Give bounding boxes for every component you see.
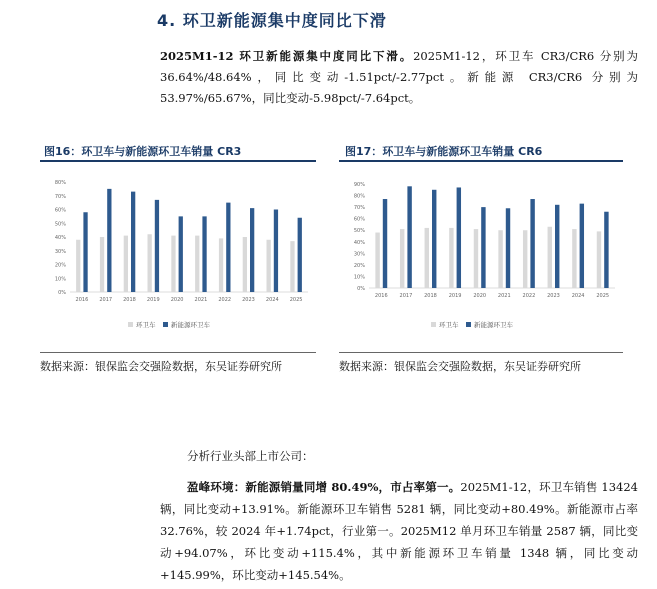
y-tick-label: 10% xyxy=(54,276,66,283)
x-tick-label: 2018 xyxy=(123,297,136,303)
figure16-source: 数据来源：银保监会交强险数据，东吴证券研究所 xyxy=(40,360,282,373)
figure16-rule xyxy=(40,160,316,162)
y-tick-label: 70% xyxy=(54,193,66,200)
y-tick-label: 80% xyxy=(54,180,66,186)
summary-lead: 2025M1-12 环卫新能源集中度同比下滑。 xyxy=(160,49,414,63)
legend-swatch xyxy=(128,322,133,327)
y-tick-label: 80% xyxy=(353,193,365,200)
bar-new-energy-sanitation-truck xyxy=(83,212,87,292)
bar-new-energy-sanitation-truck xyxy=(580,204,584,288)
legend-label: 新能源环卫车 xyxy=(474,321,513,329)
bar-new-energy-sanitation-truck xyxy=(555,205,559,288)
bar-new-energy-sanitation-truck xyxy=(604,212,608,288)
bar-sanitation-truck xyxy=(195,236,199,292)
x-tick-label: 2017 xyxy=(399,293,413,299)
x-tick-label: 2022 xyxy=(218,297,232,303)
company-lead: 盈峰环境：新能源销量同增 80.49%，市占率第一。 xyxy=(187,480,461,494)
x-tick-label: 2022 xyxy=(522,293,536,299)
bar-new-energy-sanitation-truck xyxy=(107,189,111,292)
bar-sanitation-truck xyxy=(425,228,429,288)
x-tick-label: 2017 xyxy=(99,297,113,303)
y-tick-label: 60% xyxy=(54,207,66,214)
section-title xyxy=(157,8,387,31)
x-tick-label: 2020 xyxy=(473,293,487,299)
bar-sanitation-truck xyxy=(290,241,294,292)
bar-new-energy-sanitation-truck xyxy=(298,218,302,292)
bar-sanitation-truck xyxy=(243,237,247,292)
y-tick-label: 90% xyxy=(353,182,365,188)
legend-label: 新能源环卫车 xyxy=(171,321,210,329)
bar-sanitation-truck xyxy=(267,240,271,292)
legend-swatch xyxy=(466,322,471,327)
bar-sanitation-truck xyxy=(548,227,552,288)
x-tick-label: 2021 xyxy=(194,297,208,303)
y-tick-label: 50% xyxy=(353,228,365,235)
bar-new-energy-sanitation-truck xyxy=(131,192,135,292)
y-tick-label: 20% xyxy=(54,262,66,269)
analysis-intro: 分析行业头部上市公司： xyxy=(187,449,314,463)
company-paragraph xyxy=(160,476,638,586)
x-tick-label: 2023 xyxy=(242,297,255,303)
bar-sanitation-truck xyxy=(124,236,128,292)
figure17-rule xyxy=(339,160,623,162)
bar-new-energy-sanitation-truck xyxy=(506,208,510,288)
cr6-chart xyxy=(339,172,623,342)
x-tick-label: 2016 xyxy=(75,297,89,303)
y-tick-label: 10% xyxy=(353,274,365,281)
x-tick-label: 2021 xyxy=(497,293,511,299)
bar-sanitation-truck xyxy=(498,230,502,288)
bar-new-energy-sanitation-truck xyxy=(383,199,387,288)
bar-new-energy-sanitation-truck xyxy=(179,216,183,292)
legend-label: 环卫车 xyxy=(136,321,156,329)
x-tick-label: 2024 xyxy=(571,293,585,299)
summary-text: 2025M1-12，环卫车 CR3/CR6 分别为 36.64%/48.64%，同比变动-1.51pct/-2.77pct。新能源 CR3/CR6 分别为 53.97%/65.67%，同比变动-5.98pct/-7.64pct。 xyxy=(160,49,638,105)
x-tick-label: 2020 xyxy=(170,297,184,303)
y-tick-label: 30% xyxy=(353,251,365,258)
x-tick-label: 2018 xyxy=(424,293,437,299)
y-tick-label: 0% xyxy=(357,286,365,292)
y-tick-label: 20% xyxy=(353,262,365,269)
bar-sanitation-truck xyxy=(171,236,175,292)
bar-new-energy-sanitation-truck xyxy=(432,190,436,288)
y-tick-label: 60% xyxy=(353,216,365,223)
bar-new-energy-sanitation-truck xyxy=(457,187,461,288)
bar-new-energy-sanitation-truck xyxy=(155,200,159,292)
bar-new-energy-sanitation-truck xyxy=(250,208,254,292)
bar-new-energy-sanitation-truck xyxy=(226,203,230,292)
bar-sanitation-truck xyxy=(597,231,601,288)
x-tick-label: 2019 xyxy=(146,297,160,303)
legend-label: 环卫车 xyxy=(439,321,459,329)
figure17-caption: 环卫车与新能源环卫车销量 CR6 xyxy=(382,145,543,158)
figure16-caption: 环卫车与新能源环卫车销量 CR3 xyxy=(81,145,242,158)
y-tick-label: 50% xyxy=(54,221,66,228)
x-tick-label: 2019 xyxy=(448,293,462,299)
bar-new-energy-sanitation-truck xyxy=(481,207,485,288)
x-tick-label: 2025 xyxy=(596,293,610,299)
bar-sanitation-truck xyxy=(76,240,80,292)
bar-sanitation-truck xyxy=(100,237,104,292)
company-text: 2025M1-12，环卫车销售 13424 辆，同比变动+13.91%。新能源环卫车销售 5281 辆，同比变动+80.49%。新能源市占率 32.76%，较 2024 年+1.74pct，行业第一。2025M12 单月环卫车销量 2587 辆，同比变动+94.07%，环比变动+115.4%，其中新能源环卫车销量 1348 辆，同比变动+145.99%，环比变动+145.54%。 xyxy=(160,480,638,582)
x-tick-label: 2024 xyxy=(265,297,279,303)
bar-new-energy-sanitation-truck xyxy=(202,216,206,292)
bar-sanitation-truck xyxy=(572,229,576,288)
legend-swatch xyxy=(431,322,436,327)
bar-new-energy-sanitation-truck xyxy=(407,186,411,288)
y-tick-label: 0% xyxy=(58,290,66,296)
bar-new-energy-sanitation-truck xyxy=(530,199,534,288)
figure16-bottom-rule xyxy=(40,352,316,353)
bar-sanitation-truck xyxy=(148,234,152,292)
section-heading: 环卫新能源集中度同比下滑 xyxy=(182,11,387,30)
bar-sanitation-truck xyxy=(375,233,379,288)
x-tick-label: 2023 xyxy=(547,293,560,299)
y-tick-label: 40% xyxy=(353,239,365,246)
y-tick-label: 70% xyxy=(353,205,365,212)
y-tick-label: 30% xyxy=(54,248,66,255)
summary-paragraph xyxy=(160,46,638,109)
section-number: 4. xyxy=(157,11,177,30)
bar-sanitation-truck xyxy=(474,229,478,288)
cr3-chart xyxy=(40,172,316,342)
figure17-title xyxy=(345,143,542,159)
bar-sanitation-truck xyxy=(219,238,223,292)
figure17-bottom-rule xyxy=(339,352,623,353)
bar-sanitation-truck xyxy=(523,230,527,288)
y-tick-label: 40% xyxy=(54,235,66,241)
bar-sanitation-truck xyxy=(400,229,404,288)
figure17-label: 图17： xyxy=(345,145,383,158)
bar-new-energy-sanitation-truck xyxy=(274,210,278,293)
figure17-source: 数据来源：银保监会交强险数据，东吴证券研究所 xyxy=(339,360,581,373)
bar-sanitation-truck xyxy=(449,228,453,288)
figure16-label: 图16： xyxy=(44,145,82,158)
x-tick-label: 2025 xyxy=(289,297,303,303)
legend-swatch xyxy=(163,322,168,327)
figure16-title xyxy=(44,143,241,159)
x-tick-label: 2016 xyxy=(374,293,388,299)
